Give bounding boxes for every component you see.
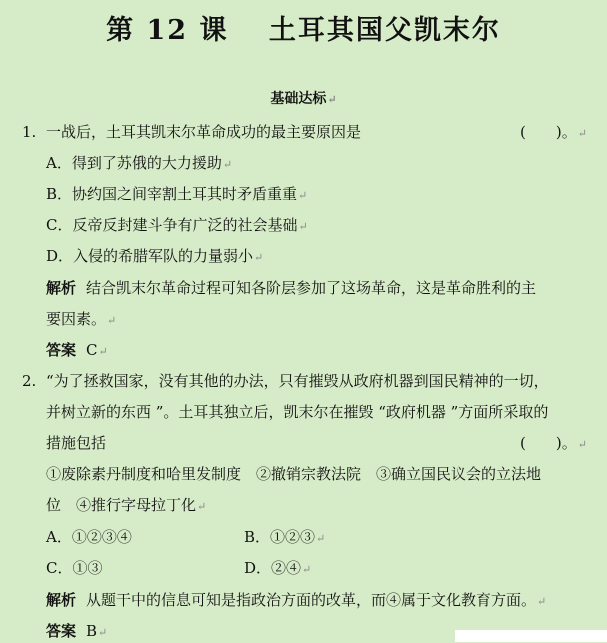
paragraph-mark: ↵ xyxy=(254,251,264,264)
analysis-text: 结合凯末尔革命过程可知各阶层参加了这场革命，这是革命胜利的主 xyxy=(86,279,537,297)
section-heading-text: 基础达标 xyxy=(270,91,327,107)
option-c: C．①③ xyxy=(46,559,103,577)
analysis-text: 从题干中的信息可知是指政治方面的改革，而④属于文化教育方面。 xyxy=(86,591,537,609)
section-heading xyxy=(0,88,607,108)
paragraph-mark: ↵ xyxy=(577,127,587,140)
stem-text: 措施包括 xyxy=(46,434,107,452)
paragraph-mark: ↵ xyxy=(298,220,308,233)
paragraph-mark: ↵ xyxy=(98,626,108,639)
paragraph-mark: ↵ xyxy=(298,189,308,202)
paragraph-mark: ↵ xyxy=(577,438,587,451)
question-2-number: 2. xyxy=(22,372,37,390)
question-1-blank xyxy=(520,122,587,144)
answer-value: B xyxy=(86,622,98,640)
items-text: ①废除素丹制度和哈里发制度 ②撤销宗教法院 ③确立国民议会的立法地 xyxy=(46,465,542,483)
option-b: B．①②③ xyxy=(244,528,316,546)
analysis-text: 要因素。 xyxy=(46,310,107,328)
page-title: 第 12 课 土耳其国父凯末尔 xyxy=(106,15,501,46)
question-2-blank xyxy=(520,433,587,455)
answer-label: 答案 xyxy=(46,622,77,640)
option-text: D．入侵的希腊军队的力量弱小 xyxy=(46,247,254,265)
option-a: A．①②③④ xyxy=(46,528,132,546)
stem-text: 并树立新的东西 ”。土耳其独立后，凯末尔在摧毁 “政府机器 ”方面所采取的 xyxy=(46,403,549,421)
paragraph-mark: ↵ xyxy=(316,532,326,545)
paragraph-mark: ↵ xyxy=(222,158,233,171)
answer-value: C xyxy=(86,341,98,359)
paragraph-mark: ↵ xyxy=(98,345,108,358)
option-text: A．得到了苏俄的大力援助 xyxy=(46,154,222,172)
answer-label: 答案 xyxy=(46,341,77,359)
paragraph-mark: ↵ xyxy=(537,595,547,608)
paragraph-mark: ↵ xyxy=(302,563,312,576)
option-d: D．②④ xyxy=(244,559,302,577)
paragraph-mark: ↵ xyxy=(107,314,117,327)
option-text: B．协约国之间宰割土耳其时矛盾重重 xyxy=(46,185,298,203)
analysis-label: 解析 xyxy=(46,279,77,297)
option-text: C．反帝反封建斗争有广泛的社会基础 xyxy=(46,216,298,234)
question-1-number: 1. xyxy=(22,123,37,141)
items-text: 位 ④推行字母拉丁化 xyxy=(46,496,197,514)
question-2-blank-text: ( )。 xyxy=(520,434,577,452)
question-1-stem-text: 一战后，土耳其凯末尔革命成功的最主要原因是 xyxy=(46,123,362,141)
stem-text: “为了拯救国家，没有其他的办法，只有摧毁从政府机器到国民精神的一切， xyxy=(46,372,549,390)
analysis-label: 解析 xyxy=(46,591,77,609)
question-1-blank-text: ( )。 xyxy=(520,123,577,141)
paragraph-mark: ↵ xyxy=(197,500,207,513)
paragraph-mark: ↵ xyxy=(327,93,337,106)
page-edge xyxy=(455,630,607,642)
